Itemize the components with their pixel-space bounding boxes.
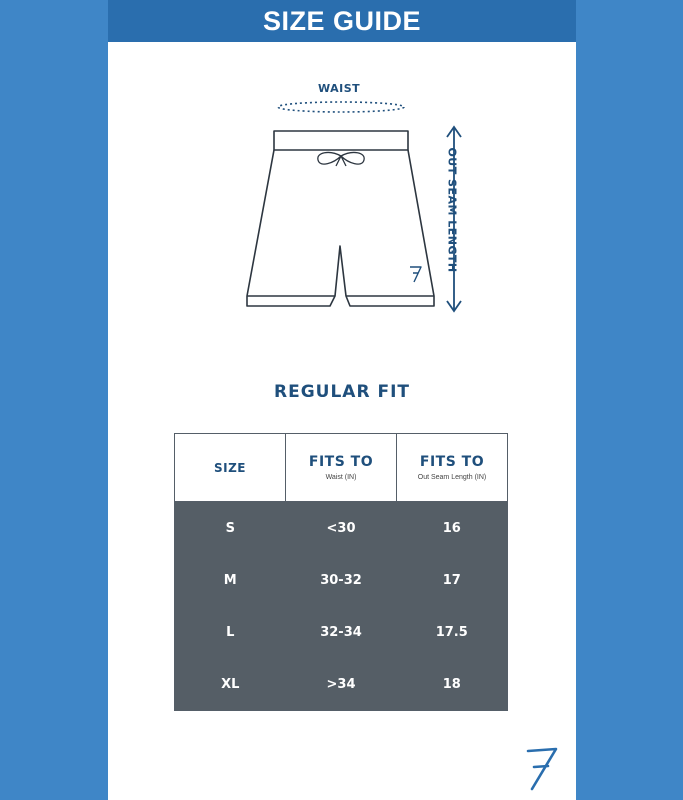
waist-cell: >34 bbox=[286, 658, 397, 711]
drawstring-icon bbox=[318, 153, 364, 166]
shorts-waistband bbox=[274, 131, 408, 150]
seam-cell: 17 bbox=[397, 554, 508, 606]
table-header-row bbox=[175, 434, 508, 502]
table-row bbox=[175, 658, 508, 711]
shorts-logo-icon bbox=[410, 267, 421, 282]
size-cell: M bbox=[175, 554, 286, 606]
size-cell: XL bbox=[175, 658, 286, 711]
table-row bbox=[175, 502, 508, 555]
table-row bbox=[175, 606, 508, 658]
shorts-diagram bbox=[108, 0, 576, 320]
seam-length-label: OUT SEAM LENGTH bbox=[445, 147, 459, 273]
shorts-body bbox=[247, 150, 434, 306]
seam-cell: 16 bbox=[397, 502, 508, 555]
size-table bbox=[174, 433, 508, 711]
waist-measure-icon bbox=[278, 102, 404, 112]
size-cell: S bbox=[175, 502, 286, 555]
waist-cell: 30-32 bbox=[286, 554, 397, 606]
header-out-seam: FITS TO Out Seam Length (IN) bbox=[397, 434, 508, 502]
page-title: SIZE GUIDE bbox=[262, 5, 422, 36]
header-waist: FITS TO Waist (IN) bbox=[286, 434, 397, 502]
fit-title: REGULAR FIT bbox=[274, 382, 410, 402]
waist-cell: 32-34 bbox=[286, 606, 397, 658]
waist-cell: <30 bbox=[286, 502, 397, 555]
brand-logo-icon bbox=[518, 745, 560, 793]
size-cell: L bbox=[175, 606, 286, 658]
header-size: SIZE bbox=[175, 434, 286, 502]
seam-cell: 17.5 bbox=[397, 606, 508, 658]
size-guide-card bbox=[108, 0, 576, 800]
waist-label: WAIST bbox=[318, 82, 361, 95]
seam-cell: 18 bbox=[397, 658, 508, 711]
table-row bbox=[175, 554, 508, 606]
